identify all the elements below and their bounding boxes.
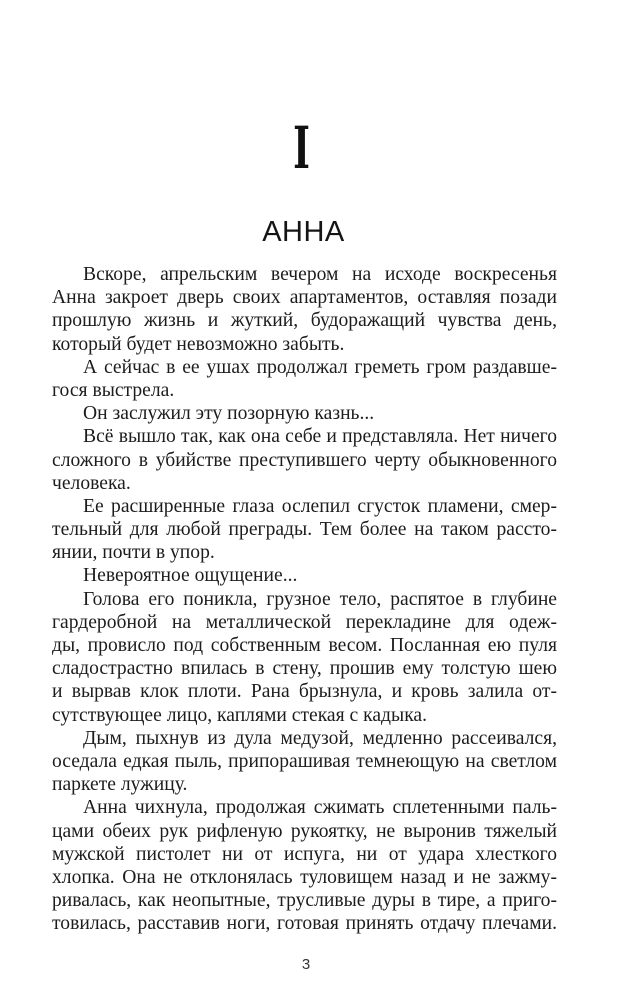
text-line: цами обеих рук рифленую рукоятку, не выронив тяжелый <box>52 820 557 842</box>
text-line: гося выстрела. <box>52 379 175 401</box>
text-line: мужской пистолет ни от испуга, ни от удара хлесткого <box>52 843 557 865</box>
text-line: хлопка. Она не отклонялась туловищем назад и не зажму- <box>52 866 557 888</box>
text-line: ды, провисло под собственным весом. Посланная ею пуля <box>52 635 557 656</box>
chapter-numeral <box>0 116 603 180</box>
text-line: тельный для любой преграды. Тем более на таком рассто- <box>52 519 557 541</box>
chapter-title: АННА <box>262 216 345 248</box>
text-line: Он заслужил эту позорную казнь... <box>83 403 375 425</box>
text-line: Голова его поникла, грузное тело, распятое в глубине <box>83 588 557 610</box>
page-number: 3 <box>301 956 311 973</box>
text-line: янии, почти в упор. <box>52 542 215 564</box>
text-line: Вскоре, апрельским вечером на исходе воскресенья <box>83 264 557 285</box>
chapter-numeral-text: I <box>293 114 310 182</box>
text-line: прошлую жизнь и жуткий, будоражащий чувства день, <box>52 310 557 332</box>
text-line: гардеробной на металлической перекладине для одеж- <box>52 611 557 633</box>
text-line: ривалась, как неопытные, трусливые дуры в тире, а приго- <box>52 890 557 912</box>
text-line: паркете лужицу. <box>52 774 188 796</box>
text-line: Дым, пыхнув из дула медузой, медленно рассеивался, <box>83 727 557 749</box>
text-line: Ее расширенные глаза ослепил сгусток пламени, смер- <box>83 495 557 517</box>
text-line: оседала едкая пыль, припорашивая темнеющую на светлом <box>52 750 557 772</box>
text-line: Анна закроет дверь своих апартаментов, оставляя позади <box>52 287 557 309</box>
text-line: А сейчас в ее ушах продолжал греметь гром раздавше- <box>83 356 557 378</box>
body-text <box>52 263 557 935</box>
text-line: Невероятное ощущение... <box>83 565 298 587</box>
text-line: который будет невозможно забыть. <box>52 333 345 355</box>
text-line: Всё вышло так, как она себе и представляла. Нет ничего <box>83 426 557 448</box>
text-line: и вырвав клок плоти. Рана брызнула, и кровь залила от- <box>52 681 557 703</box>
text-line: товилась, расставив ноги, готовая принять отдачу плечами. <box>52 913 557 935</box>
text-line: сложного в убийстве преступившего черту обыкновенного <box>52 449 557 471</box>
text-line: человека. <box>52 472 131 494</box>
text-line: сладострастно впилась в стену, прошив ему толстую шею <box>52 658 557 680</box>
text-line: сутствующее лицо, каплями стекая с кадыка. <box>52 704 428 726</box>
text-line: Анна чихнула, продолжая сжимать сплетенными паль- <box>83 797 557 819</box>
